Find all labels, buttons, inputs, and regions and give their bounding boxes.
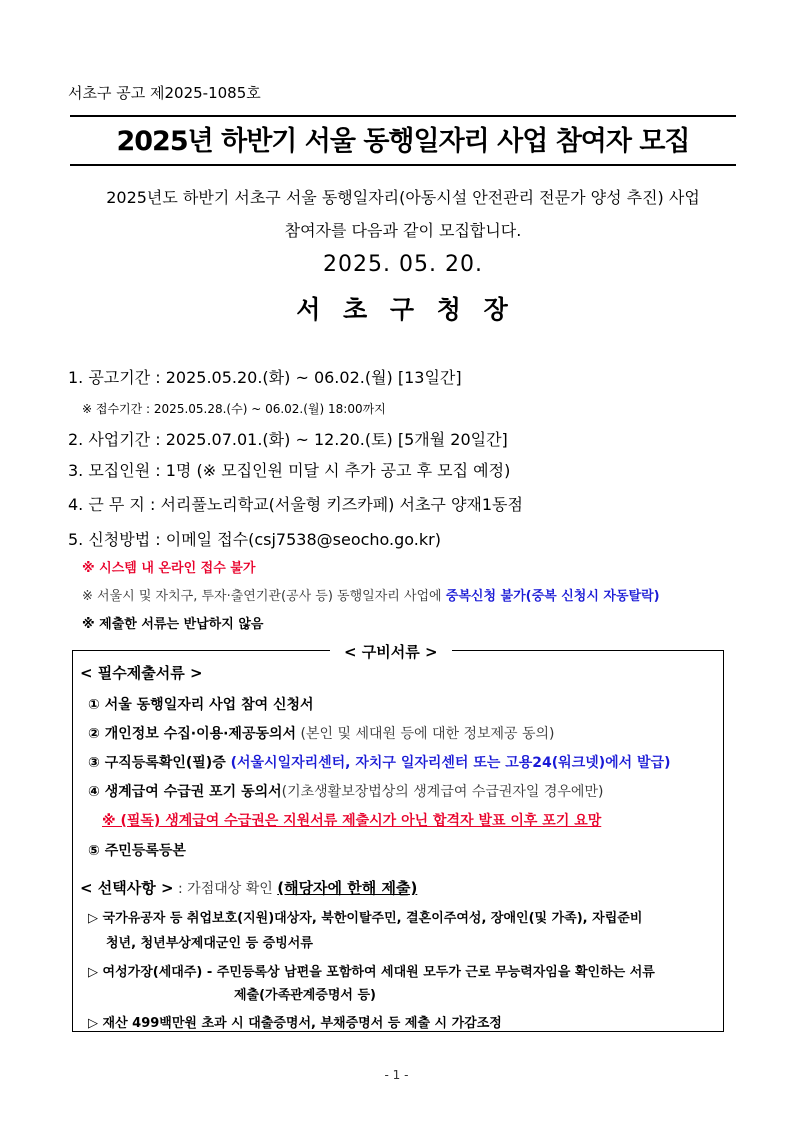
required-doc-2-name: ② 개인정보 수집·이용·제공동의서 [88,726,297,742]
item-apply-method: 5. 신청방법 : 이메일 접수(csj7538@seocho.go.kr) [68,530,441,549]
required-doc-3-desc: (서울시일자리센터, 자치구 일자리센터 또는 고용24(워크넷)에서 발급) [230,755,671,771]
required-doc-4-desc: (기초생활보장법상의 생계급여 수급권자일 경우에만) [281,784,604,800]
intro-line-1: 2025년도 하반기 서초구 서울 동행일자리(아동시설 안전관리 전문가 양성 추진) 사업 [106,188,700,207]
required-doc-5: ⑤ 주민등록등본 [88,843,186,859]
optional-doc-3: ▷ 재산 499백만원 초과 시 대출증명서, 부채증명서 등 제출 시 가감조정 [88,1016,502,1031]
note-return: ※ 제출한 서류는 반납하지 않음 [82,617,264,632]
required-doc-4-note: ※ (필독) 생계급여 수급권은 지원서류 제출시가 아닌 합격자 발표 이후 포기 요망 [102,813,602,829]
optional-doc-1-line-2: 청년, 청년부상제대군인 등 증빙서류 [106,936,313,951]
required-doc-2 [88,723,555,743]
note-duplicate-text: ※ 서울시 및 자치구, 투자·출연기관(공사 등) 동행일자리 사업에 [82,589,446,604]
optional-doc-2-line-2: 제출(가족관계증명서 등) [234,988,376,1003]
title-rule-top [70,115,736,117]
optional-docs-header-row [80,877,417,898]
note-duplicate-warning: 중복신청 불가(중복 신청시 자동탈락) [445,589,660,604]
required-doc-4 [88,781,603,801]
item-notice-period-sub: ※ 접수기간 : 2025.05.28.(수) ~ 06.02.(월) 18:00까지 [82,402,386,416]
intro-line-2: 참여자를 다음과 같이 모집합니다. [284,221,522,240]
item-notice-period: 1. 공고기간 : 2025.05.20.(화) ~ 06.02.(월) [13일간] [68,368,462,387]
page-title: 2025년 하반기 서울 동행일자리 사업 참여자 모집 [116,126,690,157]
page-number: - 1 - [384,1068,409,1082]
notice-date: 2025. 05. 20. [323,252,483,277]
optional-doc-2-line-1: ▷ 여성가장(세대주) - 주민등록상 남편을 포함하여 세대원 모두가 근로 무능력자임을 확인하는 서류 [88,965,655,980]
optional-docs-sub: : 가점대상 확인 [173,881,278,897]
item-recruits: 3. 모집인원 : 1명 (※ 모집인원 미달 시 추가 공고 후 모집 예정) [68,461,511,480]
optional-docs-header: < 선택사항 > [80,879,174,897]
note-duplicate [82,585,660,604]
required-doc-4-name: ④ 생계급여 수급권 포기 동의서 [88,784,282,800]
required-doc-2-desc: (본인 및 세대원 등에 대한 정보제공 동의) [296,726,555,742]
note-online: ※ 시스템 내 온라인 접수 불가 [82,561,256,576]
required-doc-3-name: ③ 구직등록확인(필)증 [88,755,231,771]
required-doc-3 [88,752,671,772]
optional-docs-condition: (해당자에 한해 제출) [277,879,418,897]
item-project-period: 2. 사업기간 : 2025.07.01.(화) ~ 12.20.(토) [5개월 20일간] [68,430,508,449]
required-docs-header: < 필수제출서류 > [80,664,203,682]
item-workplace: 4. 근 무 지 : 서리풀노리학교(서울형 키즈카페) 서초구 양재1동점 [68,495,523,514]
documents-box-title: < 구비서류 > [330,641,452,662]
required-doc-1: ① 서울 동행일자리 사업 참여 신청서 [88,697,314,713]
optional-doc-1-line-1: ▷ 국가유공자 등 취업보호(지원)대상자, 북한이탈주민, 결혼이주여성, 장애인(및 가족), 자립준비 [88,911,643,926]
notice-number: 서초구 공고 제2025-1085호 [68,84,261,102]
title-rule-bottom [70,164,736,166]
issuing-office: 서 초 구 청 장 [296,295,510,324]
